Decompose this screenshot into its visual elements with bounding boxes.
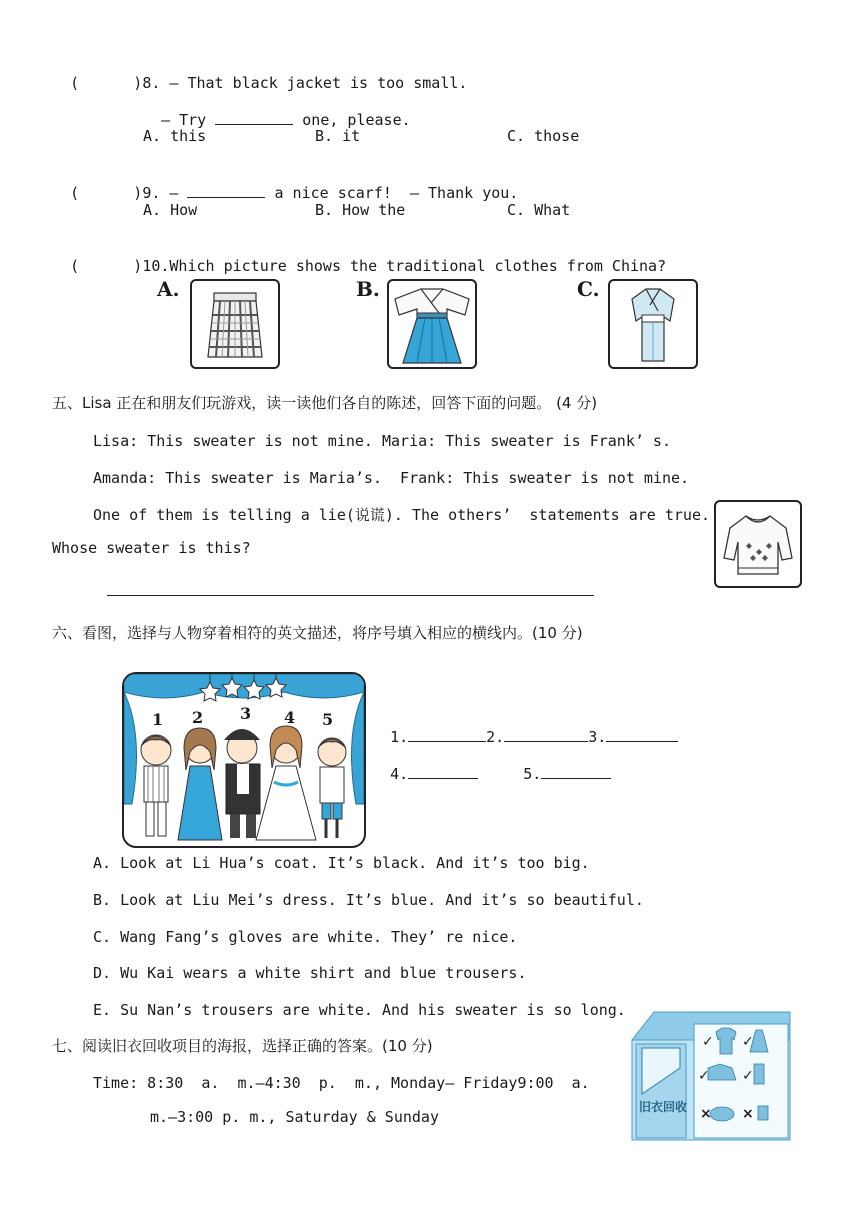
section5-statement-1: Lisa: This sweater is not mine. Maria: This sweater is Frank’ s. xyxy=(93,432,671,450)
recycle-booth-picture xyxy=(628,1002,792,1142)
answer-paren[interactable]: ( ) xyxy=(70,184,143,202)
q9-option-a[interactable]: A. How xyxy=(143,201,198,219)
q8-reply-line xyxy=(143,90,411,130)
q8-option-a[interactable]: A. this xyxy=(143,127,207,145)
section5-statement-2: Amanda: This sweater is Maria’s. Frank: This sweater is not mine. xyxy=(93,469,690,487)
section5-heading: 五、Lisa 正在和朋友们玩游戏，读一读他们各自的陈述，回答下面的问题。 (4 分) xyxy=(52,394,598,412)
q8-stem-line xyxy=(52,53,467,93)
reply-text: — Thank you. xyxy=(409,184,519,202)
question-stem: — That black jacket is too small. xyxy=(169,74,468,92)
q10-stem-line xyxy=(52,236,666,276)
dash-text: — xyxy=(169,184,179,202)
answer-blank[interactable] xyxy=(187,183,265,198)
q8-option-b[interactable]: B. it xyxy=(315,127,361,145)
blank-number: 3. xyxy=(588,728,607,746)
answer-blank-5[interactable] xyxy=(541,764,611,779)
stage-number-2: 2 xyxy=(192,708,204,727)
cross-mark-1: × xyxy=(700,1106,712,1122)
check-mark-1: ✓ xyxy=(702,1034,714,1050)
q8-option-c[interactable]: C. those xyxy=(507,127,580,145)
q9-option-b[interactable]: B. How the xyxy=(315,201,406,219)
section5-statement-3: One of them is telling a lie(说谎). The others’ statements are true. xyxy=(93,506,710,524)
question-number: 10. xyxy=(142,257,170,275)
section7-time-line-2: m.—3:00 p. m., Saturday & Sunday xyxy=(150,1108,439,1126)
stage-number-4: 4 xyxy=(284,708,296,727)
blank-number: 1. xyxy=(390,728,409,746)
q9-option-c[interactable]: C. What xyxy=(507,201,571,219)
section6-option-c: C. Wang Fang’s gloves are white. They’ re nice. xyxy=(93,928,518,946)
check-mark-4: ✓ xyxy=(742,1068,754,1084)
kimono-icon xyxy=(610,281,696,367)
sweater-icon xyxy=(716,502,800,586)
blank-number: 5. xyxy=(523,765,542,783)
q10-option-a-frame[interactable] xyxy=(190,279,280,369)
check-mark-3: ✓ xyxy=(698,1068,710,1084)
q10-label-c: C. xyxy=(577,277,600,301)
section7-heading: 七、阅读旧衣回收项目的海报，选择正确的答案。(10 分) xyxy=(52,1037,433,1055)
answer-blank[interactable] xyxy=(215,110,293,125)
blank-number: 2. xyxy=(486,728,505,746)
stage-number-5: 5 xyxy=(322,710,334,729)
plaid-skirt-icon xyxy=(192,281,278,367)
check-mark-2: ✓ xyxy=(742,1034,754,1050)
answer-blank-2[interactable] xyxy=(504,727,588,742)
answer-paren[interactable]: ( ) xyxy=(70,257,143,275)
section5-answer-line[interactable] xyxy=(107,580,594,596)
section6-option-a: A. Look at Li Hua’s coat. It’s black. And it’s too big. xyxy=(93,854,590,872)
booth-label: 旧衣回收 xyxy=(639,1100,688,1114)
question-stem: a nice scarf! xyxy=(274,184,392,202)
q10-option-b-frame[interactable] xyxy=(387,279,477,369)
q9-stem-line xyxy=(52,163,518,203)
sweater-frame xyxy=(714,500,802,588)
question-number: 8. xyxy=(142,74,161,92)
stage-number-3: 3 xyxy=(240,704,252,723)
stage-picture xyxy=(122,672,366,848)
answer-blank-3[interactable] xyxy=(606,727,678,742)
section6-option-d: D. Wu Kai wears a white shirt and blue trousers. xyxy=(93,964,527,982)
hanfu-icon xyxy=(389,281,475,367)
stage-scene xyxy=(124,674,364,846)
section6-blank-row-1 xyxy=(372,707,678,747)
section6-heading: 六、看图，选择与人物穿着相符的英文描述，将序号填入相应的横线内。(10 分) xyxy=(52,624,583,642)
section6-option-b: B. Look at Liu Mei’s dress. It’s blue. And it’s so beautiful. xyxy=(93,891,644,909)
q10-label-b: B. xyxy=(356,277,380,301)
q10-label-a: A. xyxy=(157,277,180,301)
reply-text: — Try xyxy=(161,111,207,129)
section7-time-line-1: Time: 8:30 a. m.—4:30 p. m., Monday— Friday9:00 a. xyxy=(93,1074,590,1092)
question-stem: Which picture shows the traditional clothes from China? xyxy=(169,257,667,275)
stage-number-1: 1 xyxy=(152,710,164,729)
q10-option-c-frame[interactable] xyxy=(608,279,698,369)
question-number: 9. xyxy=(142,184,161,202)
reply-text: one, please. xyxy=(302,111,411,129)
cross-mark-2: × xyxy=(742,1106,754,1122)
blank-number: 4. xyxy=(390,765,409,783)
section5-question: Whose sweater is this? xyxy=(52,539,251,557)
section6-blank-row-2 xyxy=(372,744,611,784)
section6-option-e: E. Su Nan’s trousers are white. And his sweater is so long. xyxy=(93,1001,626,1019)
answer-paren[interactable]: ( ) xyxy=(70,74,143,92)
answer-blank-4[interactable] xyxy=(408,764,478,779)
answer-blank-1[interactable] xyxy=(408,727,486,742)
